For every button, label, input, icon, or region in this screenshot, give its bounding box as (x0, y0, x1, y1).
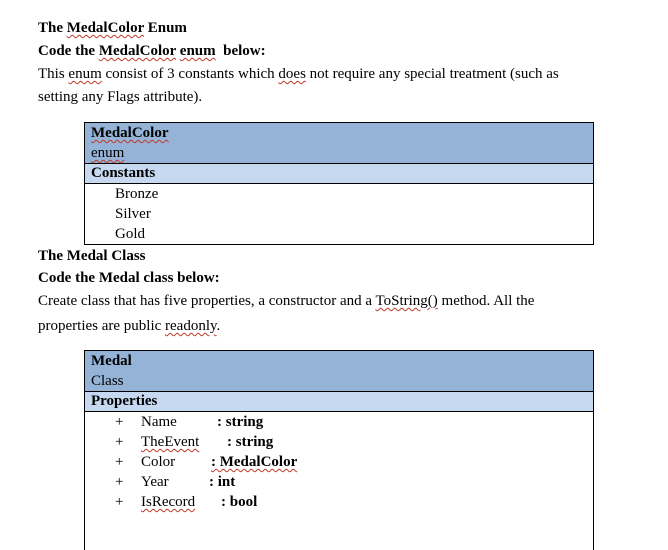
enum-heading-prefix: The (38, 20, 67, 36)
property-row (85, 492, 593, 512)
property-name: TheEvent (141, 434, 200, 450)
property-row (85, 412, 593, 432)
class-instruction: Code the Medal class below: (38, 270, 220, 286)
public-marker: + (115, 474, 124, 490)
property-type: : string (227, 434, 274, 450)
class-uml-kind: Class (91, 373, 124, 389)
class-uml-section-title: Properties (85, 391, 593, 412)
enum-instruction-suffix: below: (215, 43, 266, 59)
enum-instruction-word2: enum (179, 43, 216, 59)
enum-uml-section-title: Constants (85, 163, 593, 184)
property-name: IsRecord (141, 494, 196, 510)
class-desc2-c: . (216, 318, 221, 334)
enum-constant: Gold (115, 226, 145, 242)
enum-constant: Silver (115, 206, 151, 222)
property-name: Name (141, 414, 177, 430)
public-marker: + (115, 434, 124, 450)
class-uml-box (84, 350, 594, 550)
class-desc-c: method. All the (437, 293, 535, 309)
class-uml-header (85, 351, 593, 391)
enum-desc-c: consist of 3 constants which (101, 66, 279, 82)
enum-constant: Bronze (115, 186, 159, 202)
enum-heading (38, 18, 187, 38)
property-row (85, 472, 593, 492)
public-marker: + (115, 414, 124, 430)
enum-desc-b: enum (68, 66, 102, 82)
enum-uml-name: MedalColor (91, 125, 169, 141)
enum-heading-suffix: Enum (143, 20, 187, 36)
enum-uml-kind: enum (91, 145, 125, 161)
class-uml-name: Medal (91, 353, 132, 369)
class-description-line2 (38, 316, 220, 336)
enum-description-line2: setting any Flags attribute). (38, 89, 203, 105)
enum-desc-a: This (38, 66, 69, 82)
class-heading: The Medal Class (38, 248, 146, 264)
enum-desc-e: not require any special treatment (such as (305, 66, 559, 82)
property-name: Year (141, 474, 169, 490)
class-desc-b: ToString() (375, 293, 438, 309)
enum-instruction-prefix: Code the (38, 43, 99, 59)
class-desc-a: Create class that has five properties, a constructor and a (38, 293, 376, 309)
property-type: : int (209, 474, 236, 490)
enum-uml-box (84, 122, 594, 245)
class-uml-properties (85, 412, 593, 512)
class-desc2-b: readonly (165, 318, 217, 334)
class-desc2-a: properties are public (38, 318, 166, 334)
public-marker: + (115, 454, 124, 470)
public-marker: + (115, 494, 124, 510)
enum-instruction-word: MedalColor (98, 43, 177, 59)
enum-desc-d: does (278, 66, 306, 82)
enum-uml-constants (85, 184, 593, 244)
property-row (85, 432, 593, 452)
enum-uml-header (85, 123, 593, 163)
property-type: : MedalColor (211, 454, 298, 470)
enum-description-line1 (38, 64, 559, 84)
property-name: Color (141, 454, 176, 470)
property-type: : string (217, 414, 264, 430)
class-description-line1 (38, 291, 534, 311)
property-row (85, 452, 593, 472)
enum-heading-word: MedalColor (66, 20, 144, 36)
property-type: : bool (221, 494, 258, 510)
enum-instruction (38, 41, 266, 61)
